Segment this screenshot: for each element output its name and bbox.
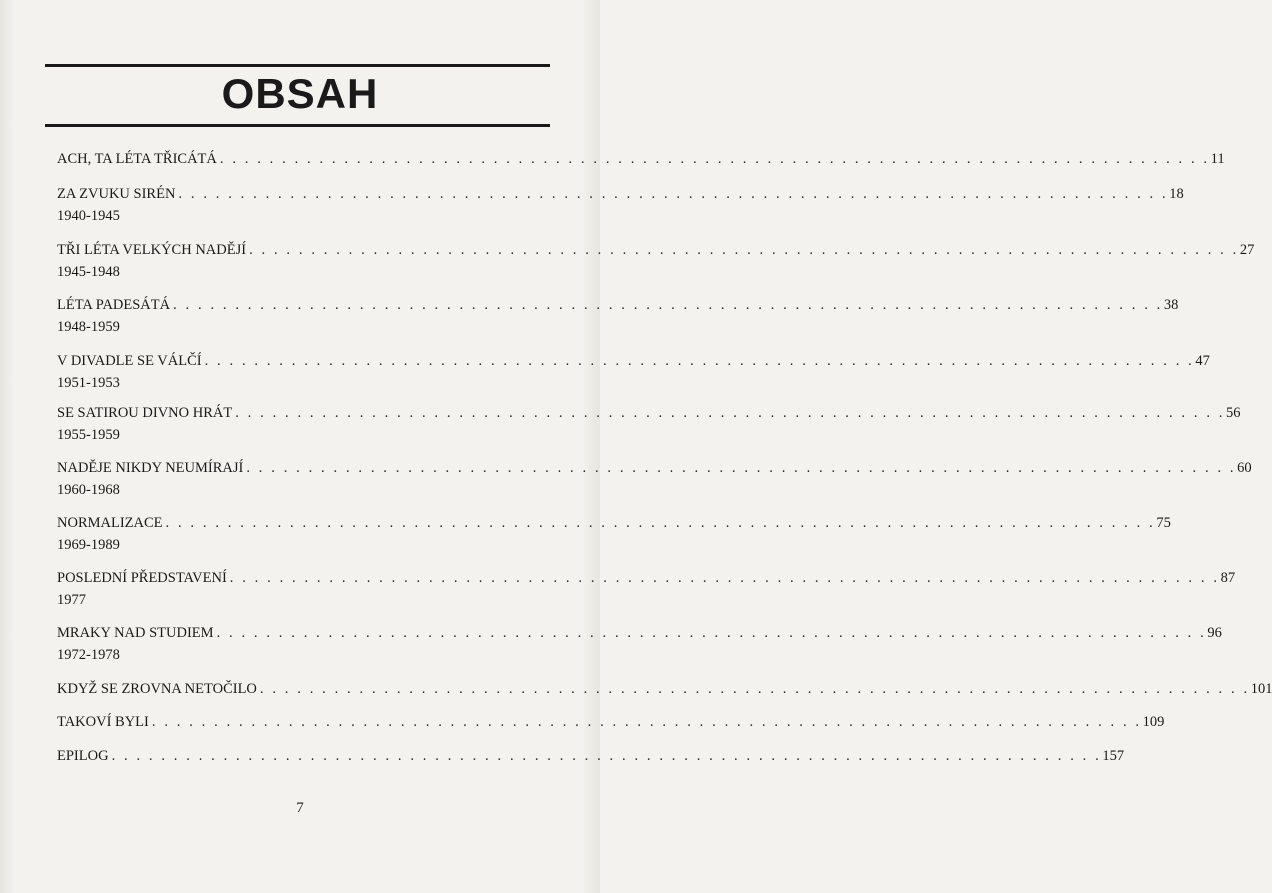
toc-chapter-title: POSLEDNÍ PŘEDSTAVENÍ (57, 570, 227, 586)
toc-entry (57, 150, 1225, 168)
toc-page-number: 47 (1195, 353, 1210, 369)
toc-page-number: 18 (1169, 186, 1184, 202)
toc-line (57, 569, 1236, 587)
toc-line (57, 747, 1125, 765)
toc-entry (57, 185, 1184, 225)
toc-entry (57, 404, 1241, 444)
toc-years: 1945-1948 (57, 264, 120, 280)
toc-entry (57, 569, 1236, 609)
toc-dot-leader: . . . . . . . . . . . . . . . . . . . . . . . . . . . . . . . . . . . . . . . . . . . . . . . . . . . . . . . . . . . . . . . . . . . . . . . . . . . . . . . . (165, 515, 1156, 531)
toc-dot-leader: . . . . . . . . . . . . . . . . . . . . . . . . . . . . . . . . . . . . . . . . . . . . . . . . . . . . . . . . . . . . . . . . . . . . . . . . . . . . . . . . (246, 460, 1237, 476)
toc-years: 1969-1989 (57, 537, 120, 553)
toc-chapter-title: EPILOG (57, 748, 109, 764)
toc-dot-leader: . . . . . . . . . . . . . . . . . . . . . . . . . . . . . . . . . . . . . . . . . . . . . . . . . . . . . . . . . . . . . . . . . . . . . . . . . . . . . . . . (151, 714, 1142, 730)
toc-years: 1977 (57, 592, 86, 608)
toc-chapter-title: TŘI LÉTA VELKÝCH NADĚJÍ (57, 242, 247, 258)
toc-chapter-title: KDYŽ SE ZROVNA NETOČILO (57, 681, 257, 697)
toc-line (57, 404, 1241, 422)
toc-chapter-title: ZA ZVUKU SIRÉN (57, 186, 176, 202)
toc-line (57, 352, 1210, 370)
toc-page-number: 109 (1142, 714, 1165, 730)
toc-dot-leader: . . . . . . . . . . . . . . . . . . . . . . . . . . . . . . . . . . . . . . . . . . . . . . . . . . . . . . . . . . . . . . . . . . . . . . . . . . . . . . . . (229, 570, 1220, 586)
toc-dot-leader: . . . . . . . . . . . . . . . . . . . . . . . . . . . . . . . . . . . . . . . . . . . . . . . . . . . . . . . . . . . . . . . . . . . . . . . . . . . . . . . . (219, 151, 1210, 167)
toc-entry (57, 352, 1210, 392)
toc-dot-leader: . . . . . . . . . . . . . . . . . . . . . . . . . . . . . . . . . . . . . . . . . . . . . . . . . . . . . . . . . . . . . . . . . . . . . . . . . . . . . . . . (216, 625, 1207, 641)
toc-entry (57, 241, 1255, 281)
toc-line (57, 680, 1272, 698)
toc-years: 1960-1968 (57, 482, 120, 498)
toc-dot-leader: . . . . . . . . . . . . . . . . . . . . . . . . . . . . . . . . . . . . . . . . . . . . . . . . . . . . . . . . . . . . . . . . . . . . . . . . . . . . . . . . (235, 405, 1225, 421)
toc-page-number: 75 (1156, 515, 1171, 531)
toc-chapter-title: LÉTA PADESÁTÁ (57, 297, 171, 313)
toc-entry (57, 459, 1252, 499)
toc-entry (57, 747, 1125, 765)
toc-years: 1951-1953 (57, 375, 120, 391)
title-rule-bottom (45, 124, 550, 127)
toc-years: 1955-1959 (57, 427, 120, 443)
toc-line (57, 514, 1171, 532)
toc-page-number: 101 (1250, 681, 1272, 697)
title-rule-top (45, 64, 550, 67)
toc-chapter-title: TAKOVÍ BYLI (57, 714, 149, 730)
toc-page-number: 11 (1210, 151, 1225, 167)
toc-dot-leader: . . . . . . . . . . . . . . . . . . . . . . . . . . . . . . . . . . . . . . . . . . . . . . . . . . . . . . . . . . . . . . . . . . . . . . . . . . . . . . . . (204, 353, 1195, 369)
toc-page-number: 56 (1226, 405, 1241, 421)
toc-dot-leader: . . . . . . . . . . . . . . . . . . . . . . . . . . . . . . . . . . . . . . . . . . . . . . . . . . . . . . . . . . . . . . . . . . . . . . . . . . . . . . . . (111, 748, 1102, 764)
toc-entry (57, 296, 1179, 336)
toc-chapter-title: MRAKY NAD STUDIEM (57, 625, 214, 641)
toc-chapter-title: ACH, TA LÉTA TŘICÁTÁ (57, 151, 217, 167)
toc-dot-leader: . . . . . . . . . . . . . . . . . . . . . . . . . . . . . . . . . . . . . . . . . . . . . . . . . . . . . . . . . . . . . . . . . . . . . . . . . . . . . . . . (173, 297, 1163, 313)
toc-page-number: 87 (1220, 570, 1236, 586)
toc-entry (57, 624, 1222, 664)
toc-line (57, 624, 1222, 642)
toc-chapter-title: NORMALIZACE (57, 515, 163, 531)
toc-chapter-title: SE SATIROU DIVNO HRÁT (57, 405, 233, 421)
toc-years: 1972-1978 (57, 647, 120, 663)
toc-chapter-title: NADĚJE NIKDY NEUMÍRAJÍ (57, 460, 244, 476)
toc-entry (57, 680, 1272, 698)
toc-line (57, 150, 1225, 168)
toc-dot-leader: . . . . . . . . . . . . . . . . . . . . . . . . . . . . . . . . . . . . . . . . . . . . . . . . . . . . . . . . . . . . . . . . . . . . . . . . . . . . . . . . (178, 186, 1169, 202)
toc-line (57, 185, 1184, 203)
toc-chapter-title: V DIVADLE SE VÁLČÍ (57, 353, 202, 369)
toc-dot-leader: . . . . . . . . . . . . . . . . . . . . . . . . . . . . . . . . . . . . . . . . . . . . . . . . . . . . . . . . . . . . . . . . . . . . . . . . . . . . . . . . (259, 681, 1250, 697)
toc-line (57, 241, 1255, 259)
page-title: OBSAH (221, 70, 379, 117)
toc-page-number: 38 (1163, 297, 1179, 313)
toc-page-number: 96 (1207, 625, 1222, 641)
toc-years: 1948-1959 (57, 319, 120, 335)
toc-years: 1940-1945 (57, 208, 120, 224)
toc-page-number: 27 (1239, 242, 1255, 258)
toc-entry (57, 713, 1165, 731)
toc-line (57, 296, 1179, 314)
page-edge-shadow-left (0, 0, 14, 893)
toc-page-number: 60 (1237, 460, 1252, 476)
toc-line (57, 459, 1252, 477)
page-number: 7 (296, 800, 304, 816)
toc-line (57, 713, 1165, 731)
toc-dot-leader: . . . . . . . . . . . . . . . . . . . . . . . . . . . . . . . . . . . . . . . . . . . . . . . . . . . . . . . . . . . . . . . . . . . . . . . . . . . . . . . . (249, 242, 1239, 258)
toc-entry (57, 514, 1171, 554)
toc-page-number: 157 (1102, 748, 1125, 764)
